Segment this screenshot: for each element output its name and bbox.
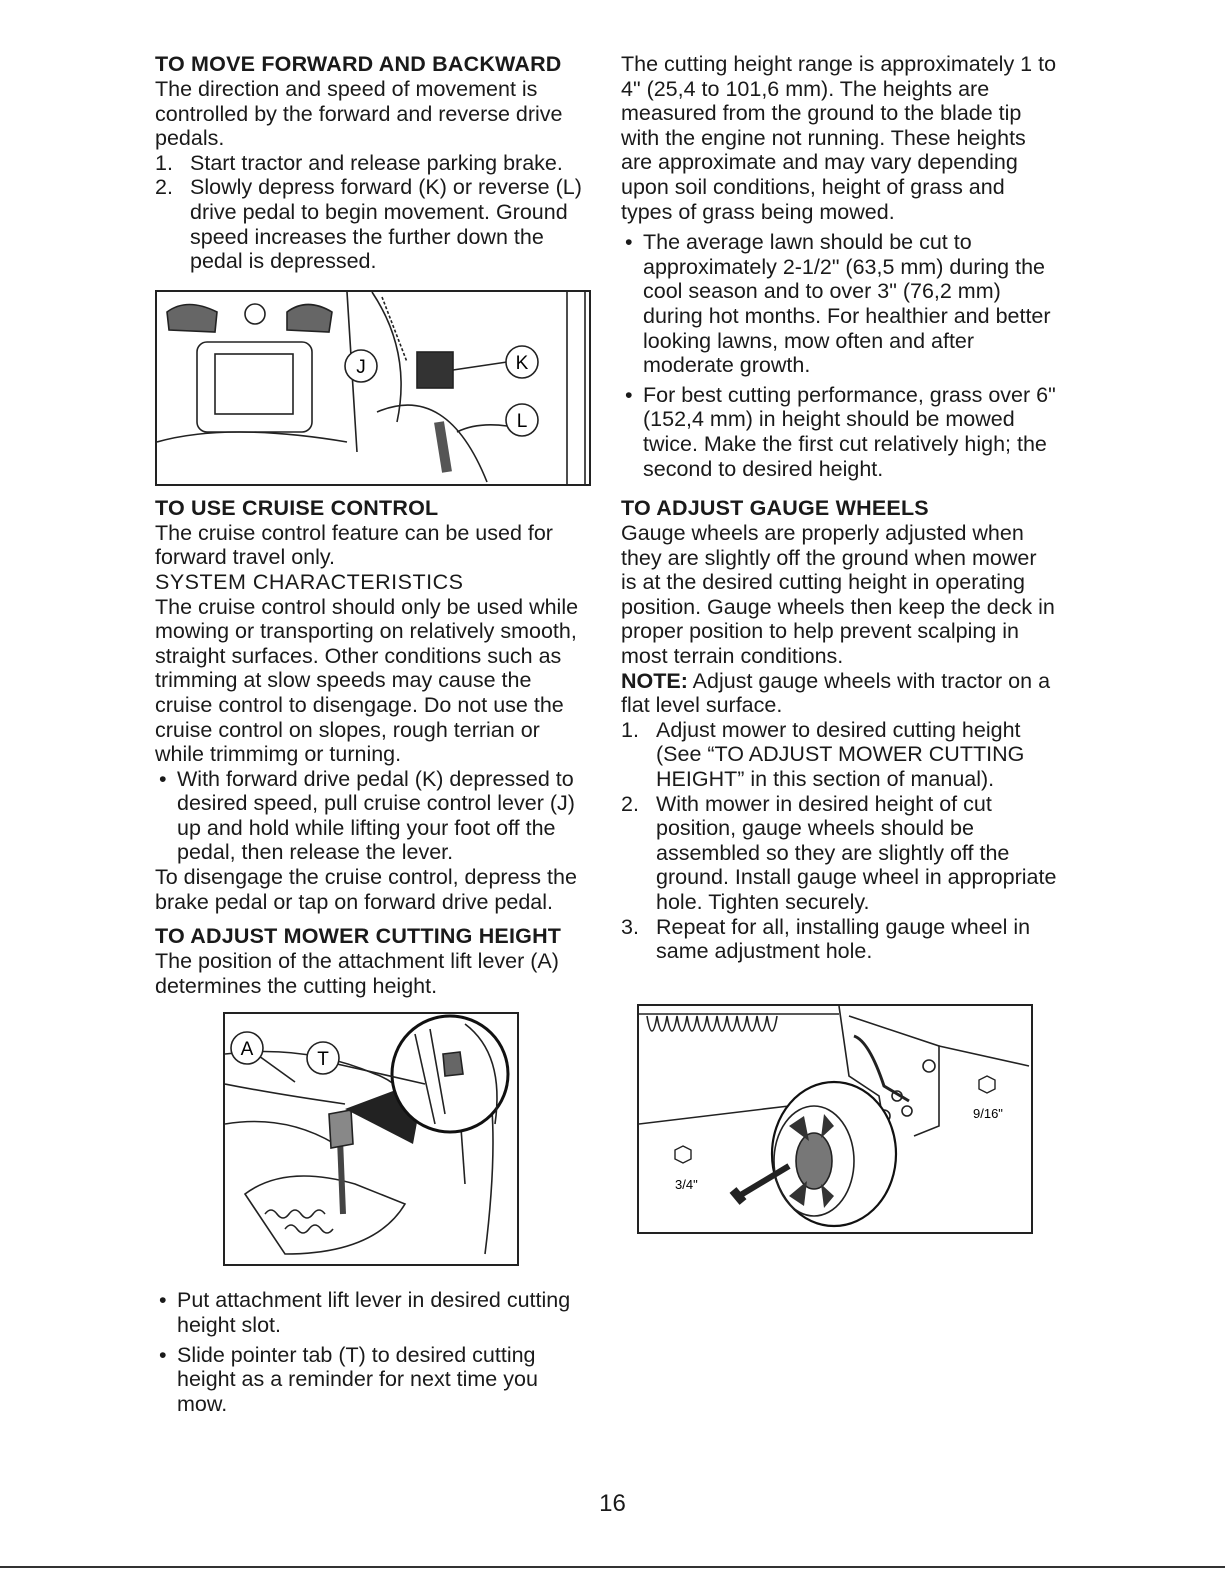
gauge-wheel-figure <box>637 1004 1033 1234</box>
left-column <box>155 52 589 1421</box>
lawn-bullets <box>621 230 1057 481</box>
lawn-bullet: • For best cutting performance, grass over 6" (152,4 mm) in height should be mowed twice. Make the first cut relatively high; the second to desired height. <box>625 382 1056 481</box>
move-title: TO MOVE FORWARD AND BACKWARD <box>155 52 562 76</box>
gauge-wheel <box>772 1082 896 1226</box>
note-label: NOTE: <box>621 668 688 693</box>
move-step: 2. Slowly depress forward (K) or reverse (L) drive pedal to begin movement. Ground speed increases the further down the pedal is depressed. <box>155 175 582 274</box>
height-bullet: • Slide pointer tab (T) to desired cutting height as a reminder for next time you mow. <box>159 1342 538 1416</box>
cruise-bullets <box>155 767 589 865</box>
wrench-size-large: 3/4" <box>675 1176 698 1192</box>
gauge-wheel-illustration <box>639 1006 1031 1232</box>
move-steps <box>155 151 589 274</box>
wrench-size-small: 9/16" <box>973 1105 1003 1121</box>
cruise-intro: The cruise control feature can be used for forward travel only. <box>155 520 553 570</box>
page-number: 16 <box>599 1490 626 1517</box>
drive-pedal-figure <box>155 290 591 486</box>
cruise-subhead: SYSTEM CHARACTERISTICS <box>155 569 464 594</box>
height-intro: The position of the attachment lift lever (A) determines the cutting height. <box>155 949 559 998</box>
move-intro: The direction and speed of movement is controlled by the forward and reverse drive pedals. <box>155 77 563 151</box>
callout-t: T <box>317 1049 329 1071</box>
cruise-title: TO USE CRUISE CONTROL <box>155 495 439 520</box>
height-title: TO ADJUST MOWER CUTTING HEIGHT <box>155 924 562 949</box>
gauge-note <box>621 669 1057 718</box>
lawn-bullet: • The average lawn should be cut to approximately 2-1/2" (63,5 mm) during the cool season and to over 3" (76,2 mm) during hot months. For healthier and better looking lawns, mow often and after moderate growth. <box>625 230 1051 378</box>
drive-pedal-illustration <box>157 292 589 484</box>
right-column <box>621 52 1057 1234</box>
cruise-disengage: To disengage the cruise control, depress the brake pedal or tap on forward drive pedal. <box>155 865 577 914</box>
gauge-step: 3. Repeat for all, installing gauge wheel in same adjustment hole. <box>621 914 1031 964</box>
gauge-title: TO ADJUST GAUGE WHEELS <box>621 496 929 521</box>
gauge-intro: Gauge wheels are properly adjusted when they are slightly off the ground when mower is at the desired cutting height in operating position. Gauge wheels then keep the deck in proper position to help prevent scalping in most terrain conditions. <box>621 521 1055 669</box>
lift-lever-figure <box>223 1012 519 1266</box>
gauge-step: 2. With mower in desired height of cut position, gauge wheels should be assembled so they are slightly off the ground. Install gauge wheel in appropriate hole. Tighten securely. <box>621 791 1057 914</box>
height-range: The cutting height range is approximately 1 to 4" (25,4 to 101,6 mm). The heights are measured from the ground to the blade tip with the engine not running. These heights are approximate and may vary depending upon soil conditions, height of grass and types of grass being mowed. <box>621 52 1057 224</box>
callout-a: A <box>240 1039 254 1061</box>
height-bullets <box>155 1288 589 1416</box>
callout-k: K <box>515 352 529 374</box>
note-text: Adjust gauge wheels with tractor on a flat level surface. <box>621 668 1051 718</box>
hex-nut-large-icon <box>675 1146 691 1163</box>
callout-l: L <box>516 410 528 432</box>
callout-j: J <box>356 356 366 378</box>
cruise-bullet: • With forward drive pedal (K) depressed to desired speed, pull cruise control lever (J) up and hold while lifting your foot off the pedal, then release the lever. <box>159 766 575 865</box>
hex-nut-small-icon <box>979 1076 995 1093</box>
move-step: 1. Start tractor and release parking brake. <box>155 150 563 175</box>
page-bottom-rule <box>0 1566 1225 1568</box>
gauge-step: 1. Adjust mower to desired cutting height (See “TO ADJUST MOWER CUTTING HEIGHT” in this section of manual). <box>621 717 1025 792</box>
lift-lever-illustration <box>225 1014 517 1264</box>
height-bullet: • Put attachment lift lever in desired cutting height slot. <box>159 1288 571 1338</box>
gauge-steps <box>621 718 1057 964</box>
cruise-body: The cruise control should only be used while mowing or transporting on relatively smooth, straight surfaces. Other conditions such as trimming at slow speeds may cause the cruise control to disengage. Do not use the cruise control on slopes, rough terrian or while trimmimg or turning. <box>155 594 579 767</box>
